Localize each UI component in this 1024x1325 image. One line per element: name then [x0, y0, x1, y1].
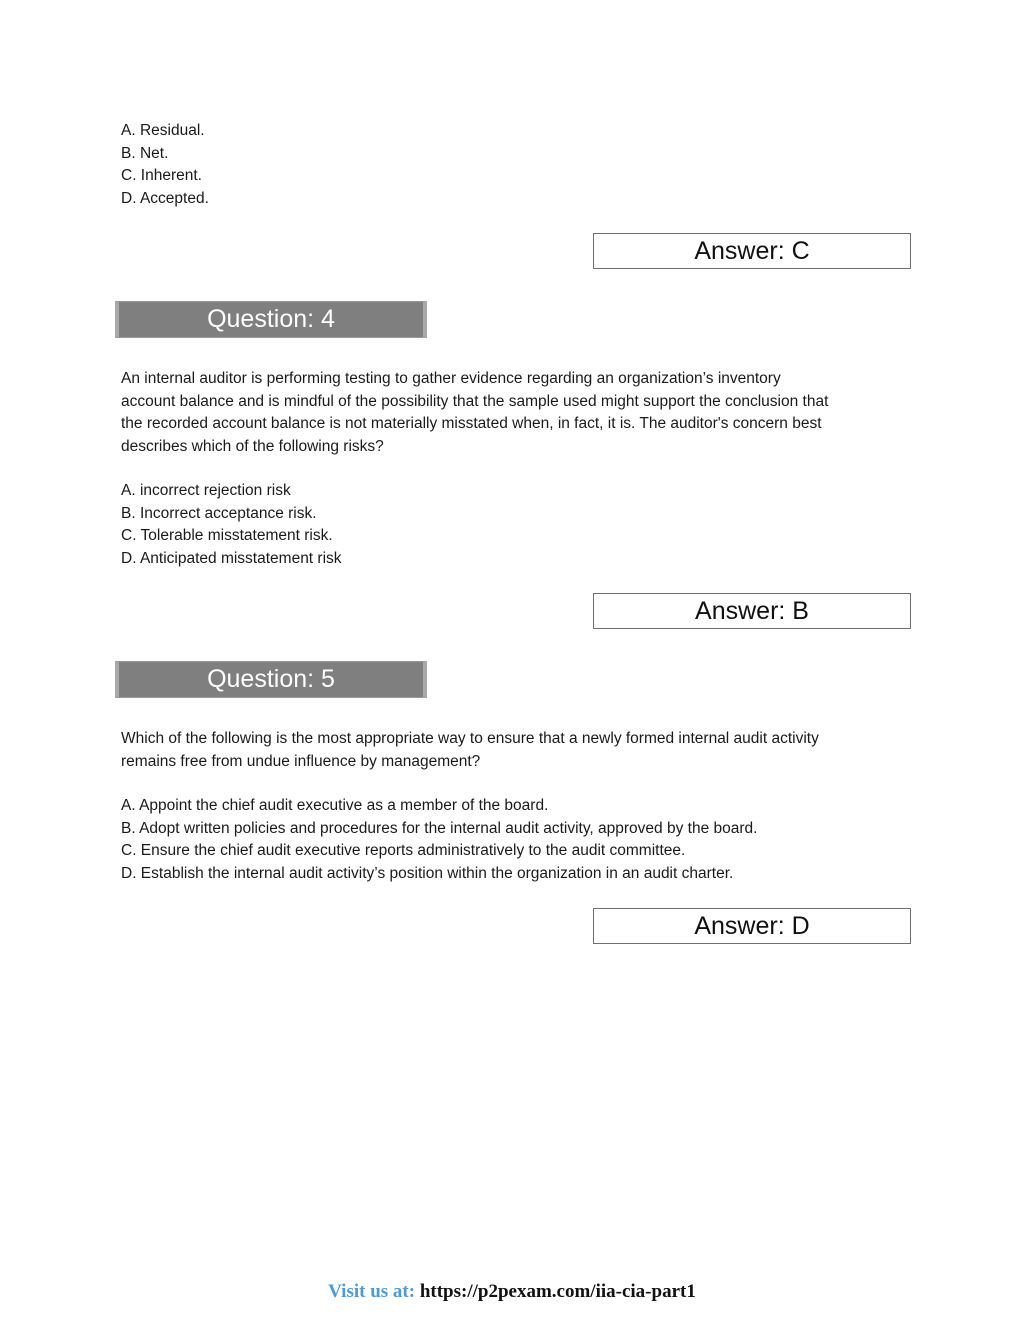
q4-option-d: D. Anticipated misstatement risk: [121, 550, 342, 567]
footer-visit-label: Visit us at:: [328, 1281, 416, 1302]
q4-option-a: A. incorrect rejection risk: [121, 482, 291, 499]
q5-option-c: C. Ensure the chief audit executive reports administratively to the audit committee.: [121, 842, 686, 859]
q4-text-line: An internal auditor is performing testing to gather evidence regarding an organization’s inventory: [121, 370, 781, 387]
q3-answer: Answer: C: [694, 236, 810, 265]
q4-option-b: B. Incorrect acceptance risk.: [121, 505, 317, 522]
q3-option-d: D. Accepted.: [121, 190, 209, 207]
q3-option-c: C. Inherent.: [121, 167, 202, 184]
q4-text-line: the recorded account balance is not materially misstated when, in fact, it is. The auditor's concern best: [121, 415, 822, 432]
q4-title: Question: 4: [207, 305, 335, 333]
q4-option-c: C. Tolerable misstatement risk.: [121, 527, 333, 544]
q3-answer-box: [593, 233, 911, 269]
footer-url-link[interactable]: https://p2pexam.com/iia-cia-part1: [419, 1281, 696, 1302]
q3-option-a: A. Residual.: [121, 122, 205, 139]
q3-option-b: B. Net.: [121, 145, 169, 162]
q4-answer: Answer: B: [695, 596, 809, 625]
q4-question-text: [121, 368, 911, 458]
q5-answer-box: [593, 908, 911, 944]
q5-answer: Answer: D: [694, 911, 810, 940]
q5-option-b: B. Adopt written policies and procedures for the internal audit activity, approved by the board.: [121, 820, 758, 837]
page-footer: [0, 1281, 1024, 1303]
q5-title: Question: 5: [207, 665, 335, 693]
q5-question-text: [121, 728, 911, 773]
q5-text-line: Which of the following is the most appropriate way to ensure that a newly formed internal audit activity: [121, 730, 819, 747]
q5-option-d: D. Establish the internal audit activity’s position within the organization in an audit charter.: [121, 865, 734, 882]
q5-header: [115, 661, 427, 698]
q4-text-line: describes which of the following risks?: [121, 437, 384, 455]
q4-text-line: account balance and is mindful of the possibility that the sample used might support the conclusion that: [121, 392, 829, 410]
q4-header: [115, 301, 427, 338]
q4-answer-box: [593, 593, 911, 629]
q5-option-a: A. Appoint the chief audit executive as a member of the board.: [121, 797, 549, 814]
q5-text-line: remains free from undue influence by management?: [121, 752, 481, 770]
